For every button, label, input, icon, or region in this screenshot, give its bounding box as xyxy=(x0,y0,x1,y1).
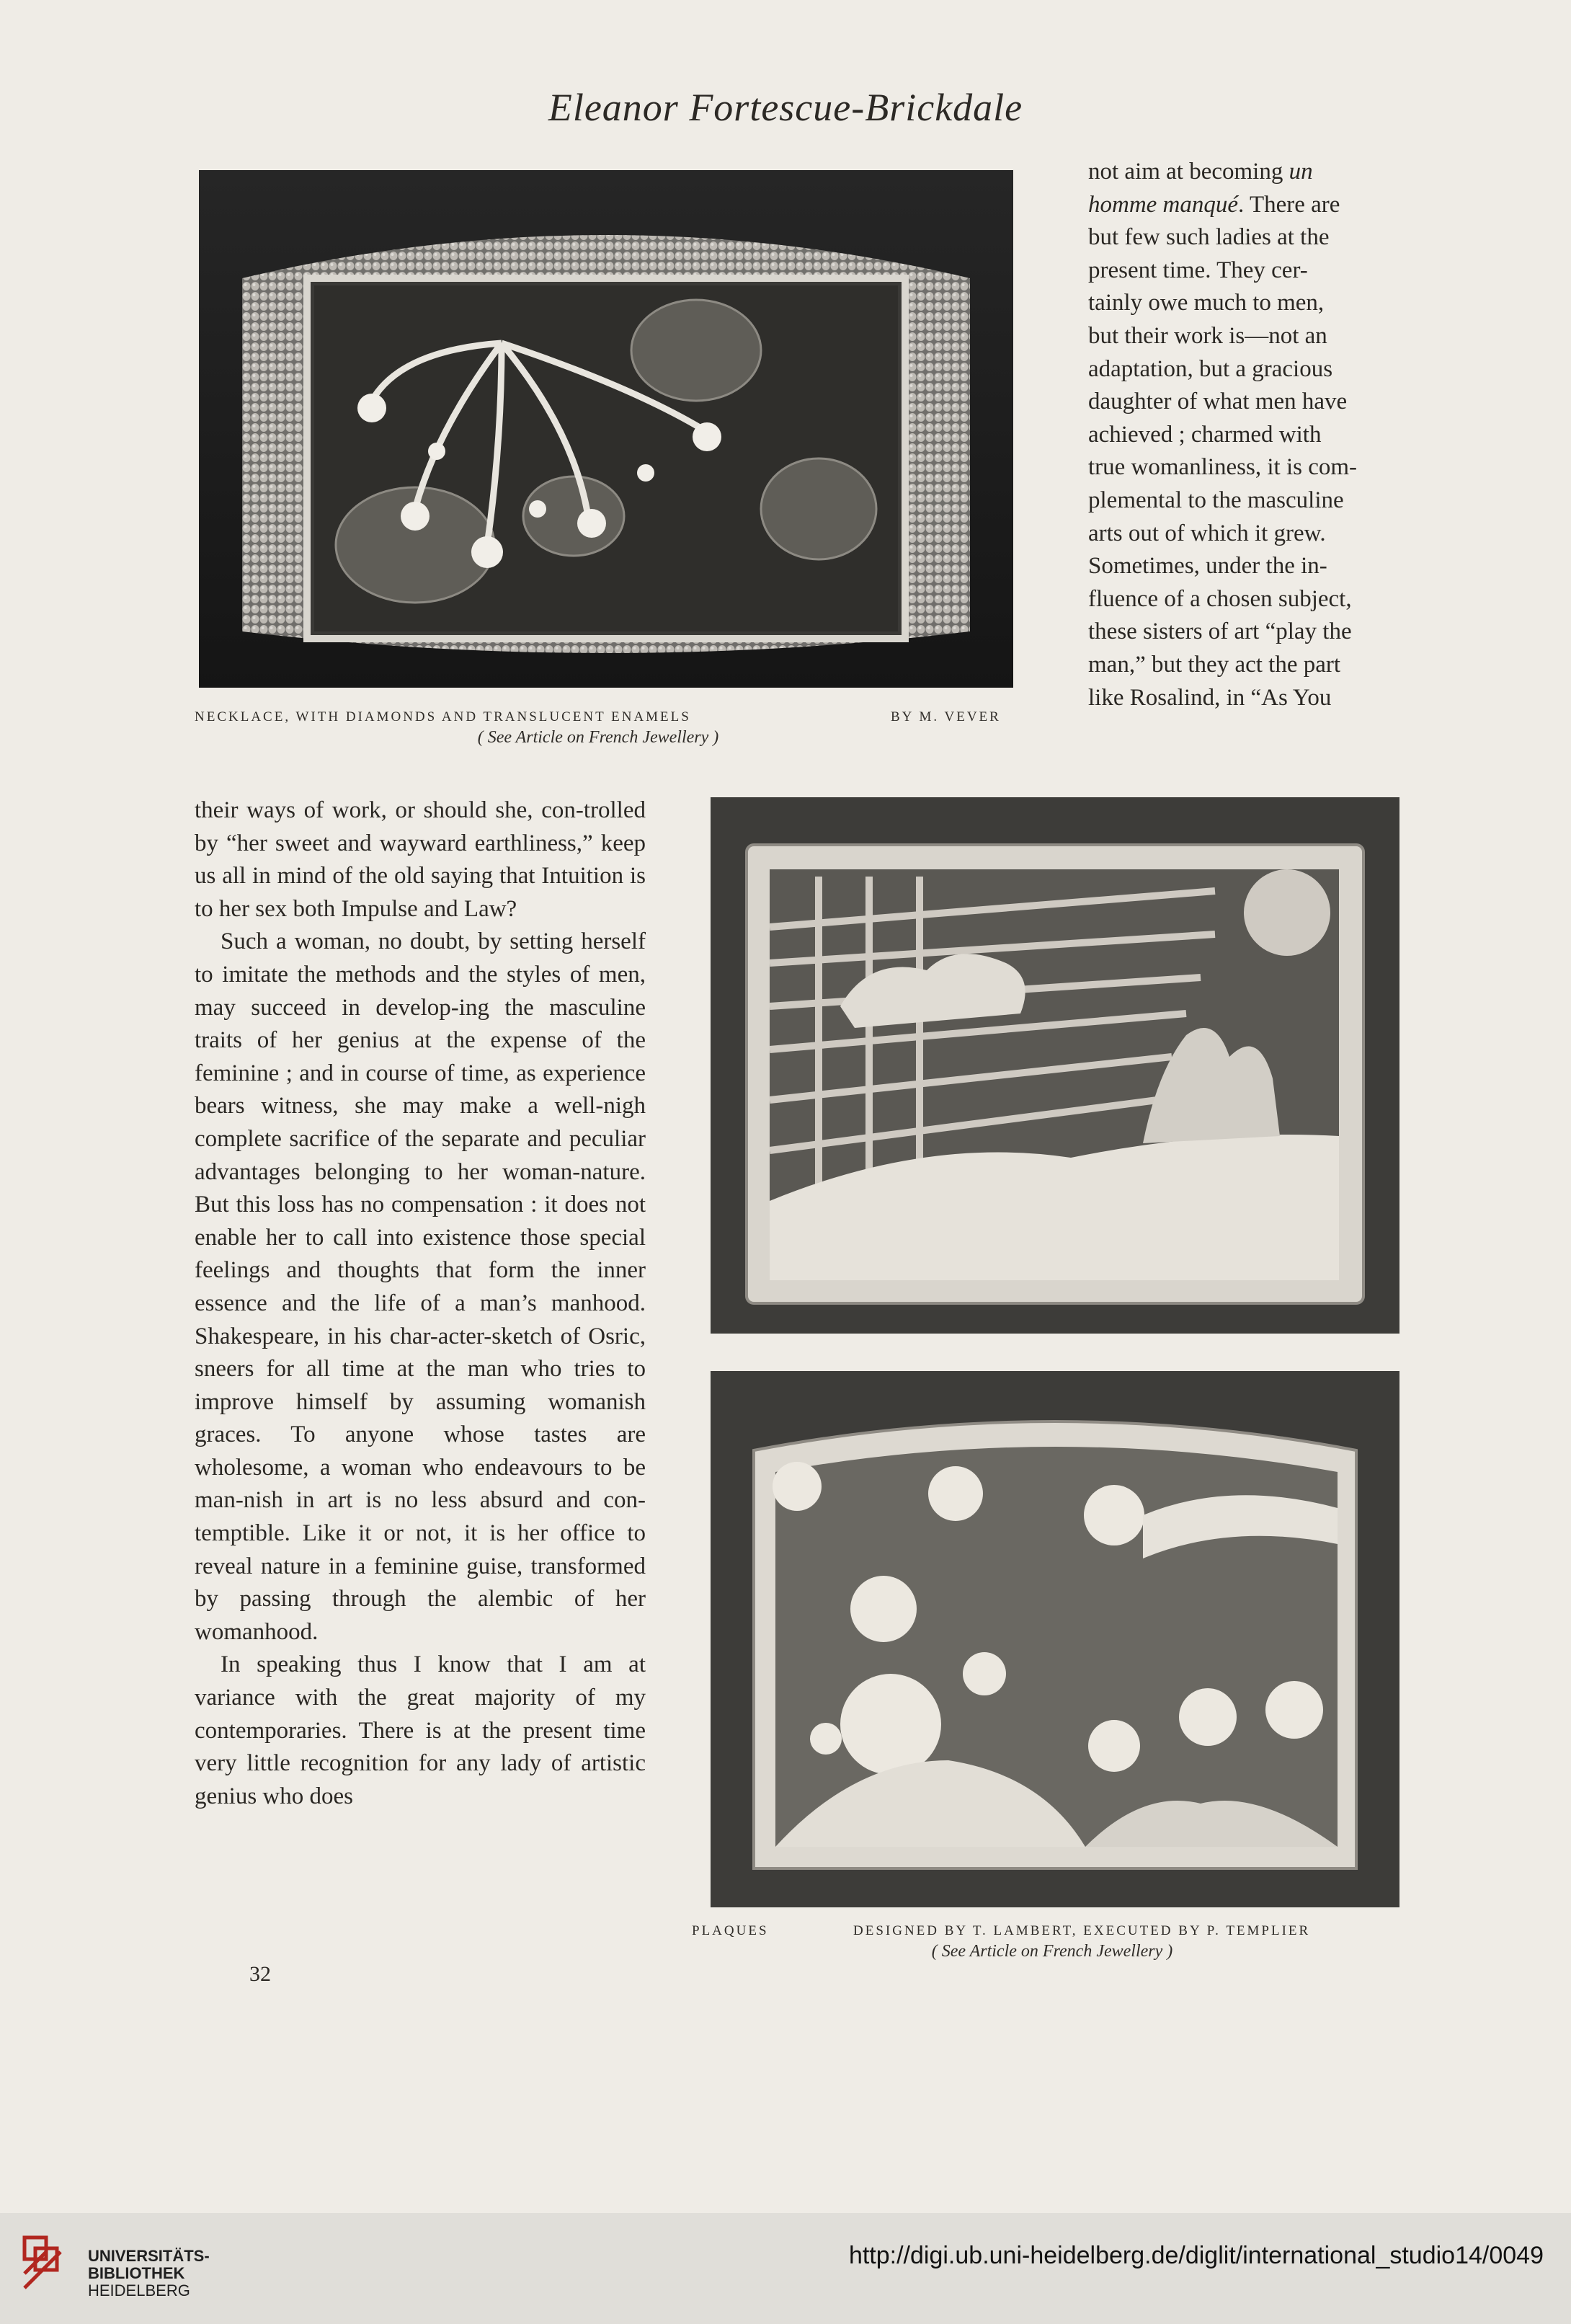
page-number: 32 xyxy=(249,1962,271,1986)
text-line: arts out of which it grew. xyxy=(1088,520,1326,546)
necklace-photo xyxy=(199,170,1013,688)
text-line: present time. They cer- xyxy=(1088,257,1308,283)
paragraph-1: their ways of work, or should she, con-trolled by “her sweet and wayward earthliness,” keep us all in mind of the old saying that Intuition is to her sex both Impulse and Law? xyxy=(195,797,646,922)
plaques-caption-title: PLAQUES xyxy=(692,1923,769,1938)
text-line: true womanliness, it is com- xyxy=(1088,454,1358,481)
library-line-1: UNIVERSITÄTS- xyxy=(88,2247,210,2265)
plaque-sun-photo xyxy=(711,797,1399,1334)
text-line: achieved ; charmed with xyxy=(1088,421,1322,448)
text-line: not aim at becoming un xyxy=(1088,159,1313,185)
text-line: Sometimes, under the in- xyxy=(1088,553,1327,580)
running-head: Eleanor Fortescue-Brickdale xyxy=(548,86,1023,129)
library-name xyxy=(88,2248,210,2299)
text-line: plemental to the masculine xyxy=(1088,487,1344,513)
plaques-caption-credit: DESIGNED BY T. LAMBERT, EXECUTED BY P. TEMPLIER xyxy=(853,1923,1311,1938)
necklace-caption-title: NECKLACE, WITH DIAMONDS AND TRANSLUCENT ENAMELS xyxy=(195,709,691,724)
text-line: daughter of what men have xyxy=(1088,389,1348,415)
text-line: these sisters of art “play the xyxy=(1088,618,1352,645)
text-line: like Rosalind, in “As You xyxy=(1088,684,1332,711)
source-url-link[interactable]: http://digi.ub.uni-heidelberg.de/diglit/international_studio14/0049 xyxy=(848,2242,1544,2269)
necklace-caption-credit: BY M. VEVER xyxy=(891,709,1001,724)
library-logo-icon xyxy=(17,2230,97,2310)
text-line: tainly owe much to men, xyxy=(1088,290,1325,316)
library-line-2: BIBLIOTHEK xyxy=(88,2264,185,2282)
paragraph-3: In speaking thus I know that I am at variance with the great majority of my contemporaries. There is at the present time very little recognition for any lady of artistic genius who does xyxy=(195,1651,646,1809)
text-line: man,” but they act the part xyxy=(1088,651,1341,678)
text-line: adaptation, but a gracious xyxy=(1088,355,1333,382)
necklace-caption-note: ( See Article on French Jewellery ) xyxy=(477,728,719,747)
plaque-moons-photo xyxy=(711,1371,1399,1907)
text-line: but their work is—not an xyxy=(1088,322,1327,349)
library-line-3: HEIDELBERG xyxy=(88,2281,190,2299)
text-line: fluence of a chosen subject, xyxy=(1088,585,1352,612)
paragraph-2: Such a woman, no doubt, by setting herself to imitate the methods and the styles of men, may succeed in develop-ing the masculine traits of her genius at the expense of the feminine ; and in course of time, as experience bears witness, she may make a well-nigh complete sacrifice of the separate and peculiar advantages belonging to her woman-nature. But this loss has no compensation : it does not enable her to call into existence those special feelings and thoughts that form the inner essence and the life of a man’s manhood. Shakespeare, in his char-acter-sketch of Osric, sneers for all time at the man who tries to improve himself by assuming womanish graces. To anyone whose tastes are wholesome, a woman who endeavours to be man-nish in art is no less absurd and con-temptible. Like it or not, it is her office to reveal nature in a feminine guise, transformed by passing through the alembic of her womanhood. xyxy=(195,928,646,1645)
left-column-text xyxy=(195,794,646,1813)
text-line: homme manqué. There are xyxy=(1088,191,1340,218)
digitization-footer xyxy=(0,2213,1571,2324)
text-line: but few such ladies at the xyxy=(1088,224,1330,251)
plaques-caption-note: ( See Article on French Jewellery ) xyxy=(931,1942,1173,1961)
right-column-text xyxy=(1088,156,1401,714)
